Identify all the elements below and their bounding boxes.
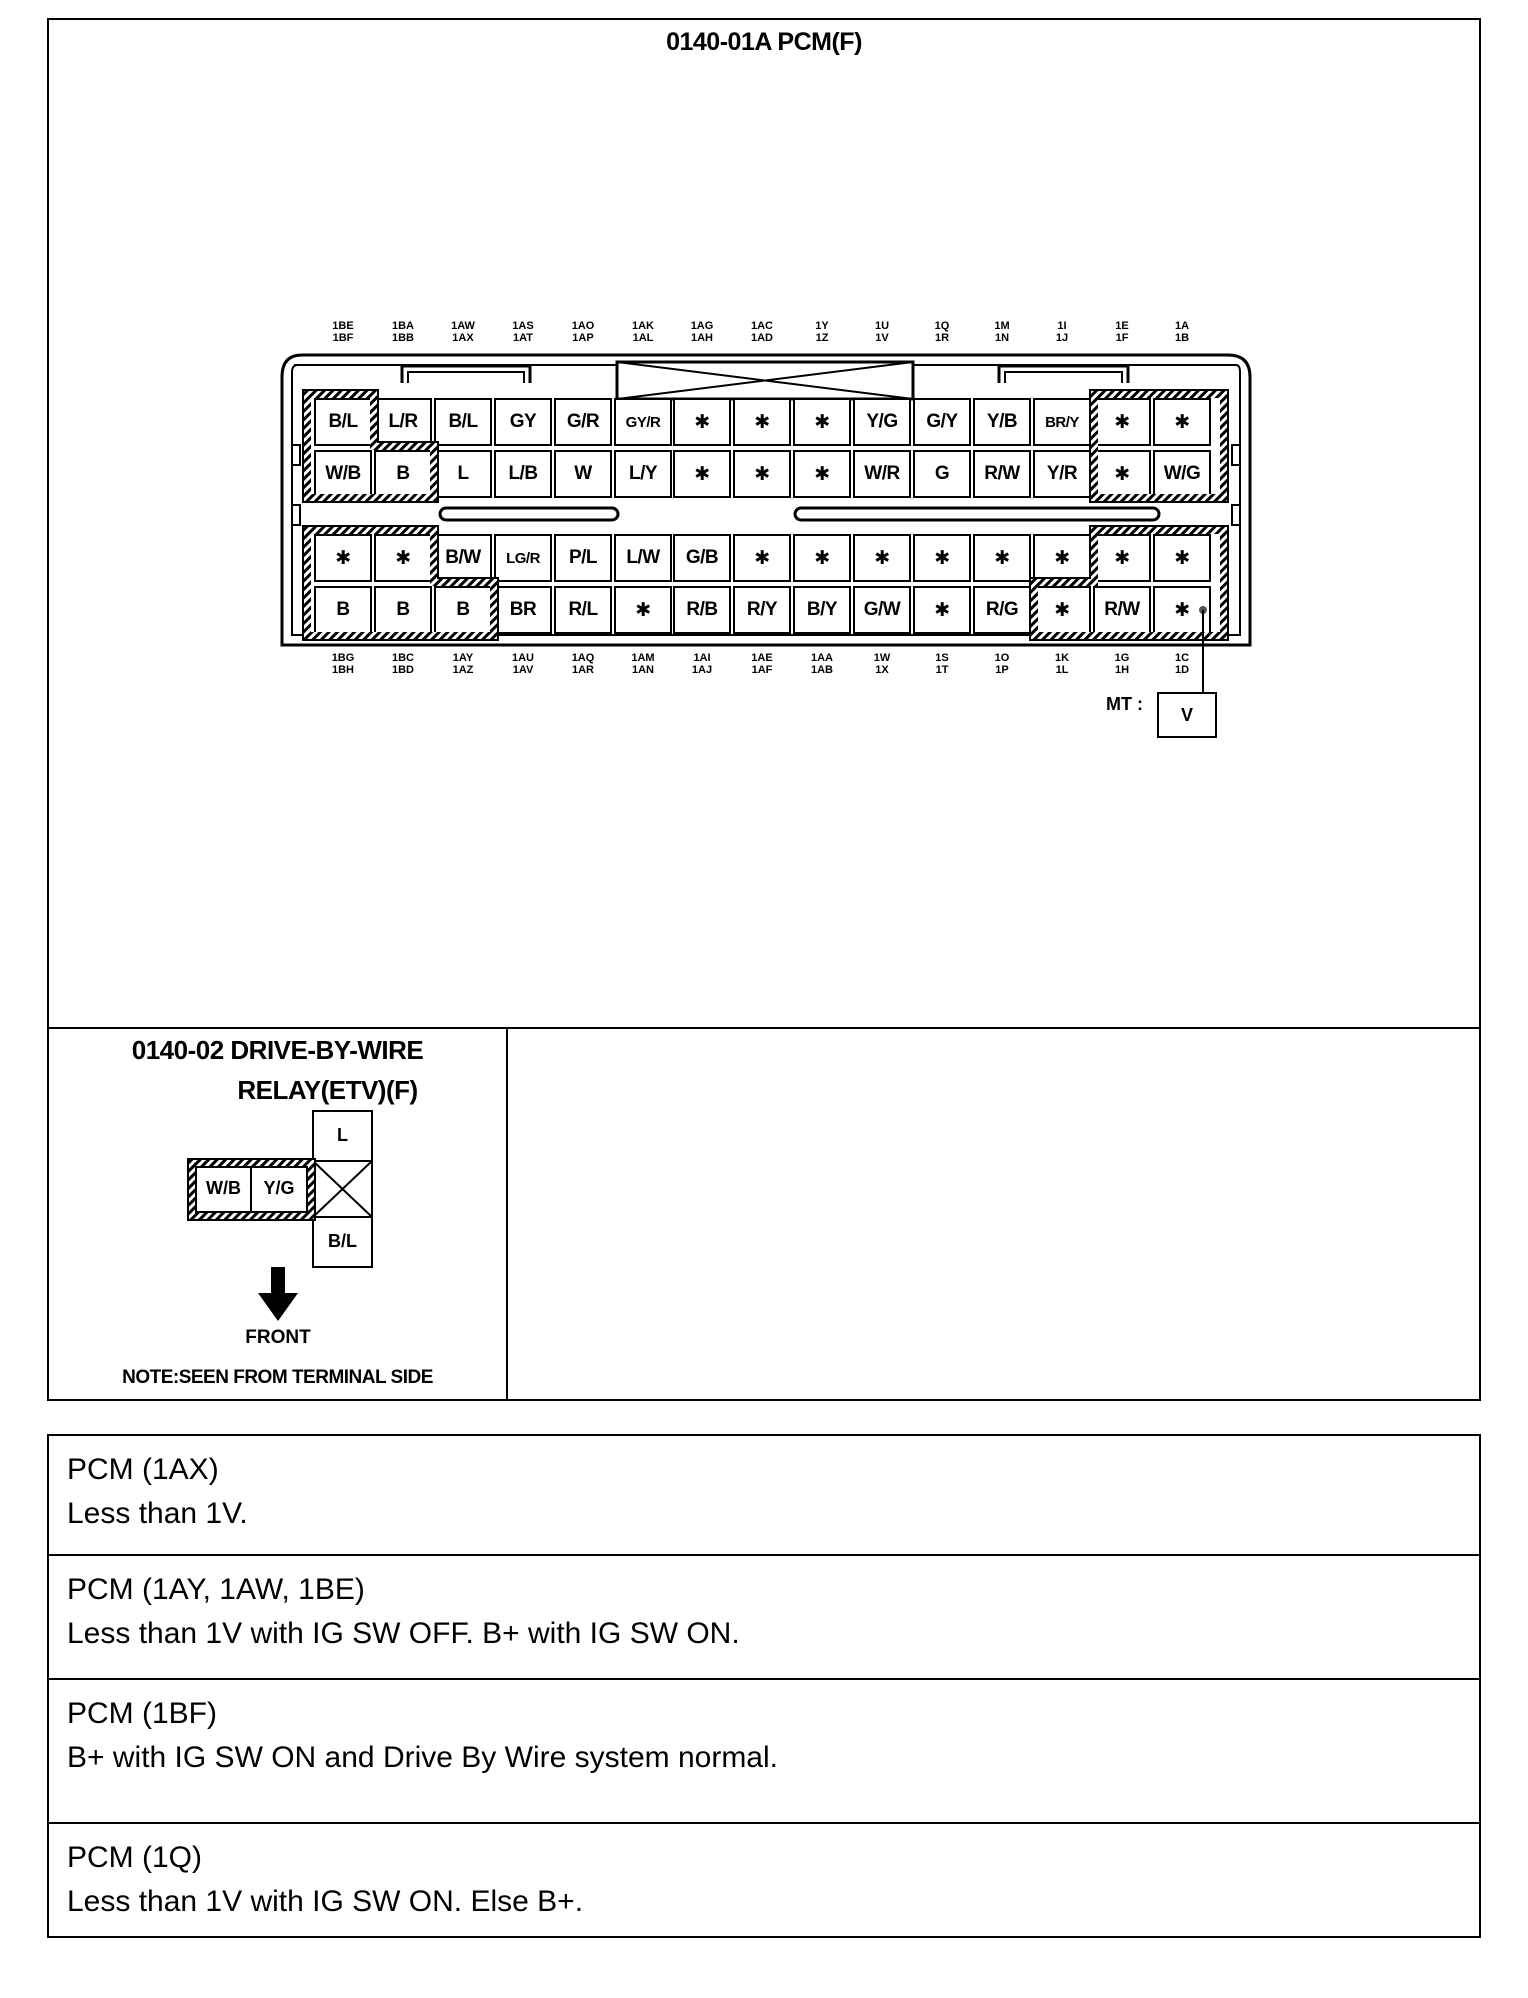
unused-pin-cell: ✱: [374, 534, 432, 582]
pin-label-line: 1AN: [631, 664, 654, 676]
pin-label-line: 1Y: [815, 320, 829, 332]
pin-label-line: 1AZ: [452, 664, 474, 676]
pin-label-line: 1N: [994, 332, 1010, 344]
unused-pin-cell: ✱: [1153, 398, 1211, 446]
unused-pin-cell: ✱: [1153, 534, 1211, 582]
pin-label-line: 1E: [1115, 320, 1129, 332]
pin-label-line: 1AE: [751, 652, 773, 664]
note-text: Less than 1V with IG SW OFF. B+ with IG SW ON.: [67, 1617, 740, 1650]
pin-label-line: 1AU: [511, 652, 534, 664]
pin-label-line: 1AV: [512, 664, 534, 676]
pin-label-line: 1AM: [631, 652, 655, 664]
pin-label-line: 1B: [1174, 332, 1190, 344]
unused-pin-cell: ✱: [1153, 586, 1211, 634]
pin-cell: L/B: [494, 450, 552, 498]
pin-label-line: 1AC: [750, 320, 773, 332]
pin-cell: B: [434, 586, 492, 634]
pin-cell: R/W: [1093, 586, 1151, 634]
pin-label-line: 1Z: [815, 332, 829, 344]
pin-cell: BR/Y: [1033, 398, 1091, 446]
pin-cell: Y/G: [853, 398, 911, 446]
note-text: Less than 1V.: [67, 1497, 248, 1530]
note-heading: PCM (1BF): [67, 1697, 217, 1730]
pin-label-line: 1V: [875, 332, 889, 344]
unused-pin-cell: ✱: [1033, 586, 1091, 634]
unused-pin-cell: ✱: [793, 534, 851, 582]
unused-pin-cell: ✱: [853, 534, 911, 582]
pin-label-line: 1BH: [331, 664, 354, 676]
unused-pin-cell: ✱: [913, 586, 971, 634]
unused-pin-cell: ✱: [733, 450, 791, 498]
unused-pin-cell: ✱: [1093, 398, 1151, 446]
relay-title-line2: RELAY(ETV)(F): [237, 1075, 418, 1105]
pin-label-line: 1AS: [512, 320, 534, 332]
pin-cell: B: [314, 586, 372, 634]
pin-label-line: 1F: [1115, 332, 1129, 344]
relay-pin-bottom: B/L: [328, 1231, 357, 1251]
pin-cell: B/Y: [793, 586, 851, 634]
note-box-4: [47, 1822, 1481, 1938]
pin-cell: W: [554, 450, 612, 498]
pin-cell: G/R: [554, 398, 612, 446]
pin-label-line: 1AX: [452, 332, 474, 344]
pin-label-line: 1AY: [452, 652, 474, 664]
unused-pin-cell: ✱: [1033, 534, 1091, 582]
note-heading: PCM (1Q): [67, 1841, 202, 1874]
pin-label-line: 1AQ: [571, 652, 595, 664]
pin-label-line: 1AP: [572, 332, 594, 344]
pin-cell: G/B: [673, 534, 731, 582]
pin-label-line: 1AA: [810, 652, 833, 664]
pin-label-line: 1P: [995, 664, 1009, 676]
pin-label-line: 1Q: [934, 320, 950, 332]
unused-pin-cell: ✱: [793, 398, 851, 446]
note-heading: PCM (1AX): [67, 1453, 219, 1486]
mt-label: MT :: [1106, 694, 1143, 714]
unused-pin-cell: ✱: [673, 398, 731, 446]
pin-label-line: 1AT: [513, 332, 533, 344]
pin-cell: W/B: [314, 450, 372, 498]
pin-label-line: 1T: [935, 664, 949, 676]
unused-pin-cell: ✱: [913, 534, 971, 582]
pin-label-line: 1BF: [332, 332, 354, 344]
pin-label-line: 1AB: [810, 664, 833, 676]
pin-cell: GY/R: [614, 398, 672, 446]
pin-cell: LG/R: [494, 534, 552, 582]
pin-label-line: 1AD: [750, 332, 773, 344]
pin-cell: L/W: [614, 534, 672, 582]
unused-pin-cell: ✱: [314, 534, 372, 582]
unused-pin-cell: ✱: [733, 398, 791, 446]
pin-cell: G/Y: [913, 398, 971, 446]
pin-label-line: 1I: [1057, 320, 1067, 332]
pin-label-line: 1H: [1114, 664, 1130, 676]
pin-label-line: 1BA: [391, 320, 414, 332]
pin-cell: R/L: [554, 586, 612, 634]
pin-label-line: 1AL: [632, 332, 654, 344]
pin-cell: B/L: [314, 398, 372, 446]
note-box-1: [47, 1434, 1481, 1556]
pin-cell: B/L: [434, 398, 492, 446]
pin-cell: L/R: [374, 398, 432, 446]
pin-label-line: 1AO: [571, 320, 595, 332]
pin-label-line: 1AR: [571, 664, 594, 676]
note-text: B+ with IG SW ON and Drive By Wire system normal.: [67, 1741, 778, 1774]
pin-label-line: 1L: [1055, 664, 1069, 676]
pin-cell: BR: [494, 586, 552, 634]
unused-pin-cell: ✱: [1093, 450, 1151, 498]
pin-label-line: 1M: [994, 320, 1010, 332]
pin-cell: G: [913, 450, 971, 498]
front-label: FRONT: [245, 1327, 311, 1348]
note-text: Less than 1V with IG SW ON. Else B+.: [67, 1885, 584, 1918]
pin-label-line: 1AJ: [691, 664, 713, 676]
pin-cell: R/B: [673, 586, 731, 634]
note-box-3: [47, 1678, 1481, 1824]
pin-label-line: 1AK: [631, 320, 654, 332]
pin-cell: Y/R: [1033, 450, 1091, 498]
pin-cell: R/G: [973, 586, 1031, 634]
pin-cell: R/Y: [733, 586, 791, 634]
pin-cell: B: [374, 586, 432, 634]
pin-cell: P/L: [554, 534, 612, 582]
unused-pin-cell: ✱: [1093, 534, 1151, 582]
unused-pin-cell: ✱: [614, 586, 672, 634]
pin-label-line: 1S: [935, 652, 949, 664]
pin-cell: G/W: [853, 586, 911, 634]
unused-pin-cell: ✱: [673, 450, 731, 498]
pin-cell: W/R: [853, 450, 911, 498]
pin-label-line: 1A: [1174, 320, 1190, 332]
pin-label-line: 1AI: [693, 652, 711, 664]
unused-pin-cell: ✱: [733, 534, 791, 582]
pin-label-line: 1U: [874, 320, 890, 332]
pin-label-line: 1R: [934, 332, 950, 344]
pin-label-line: 1G: [1114, 652, 1130, 664]
main-connector-title: 0140-01A PCM(F): [666, 28, 862, 56]
pin-label-line: 1C: [1174, 652, 1190, 664]
pin-label-line: 1X: [875, 664, 889, 676]
pin-label-line: 1BG: [331, 652, 355, 664]
pin-label-line: 1BD: [391, 664, 414, 676]
pin-label-line: 1K: [1054, 652, 1070, 664]
pin-cell: B/W: [434, 534, 492, 582]
pin-label-line: 1W: [873, 652, 891, 664]
pin-cell: R/W: [973, 450, 1031, 498]
pin-cell: W/G: [1153, 450, 1211, 498]
note-box-2: [47, 1554, 1481, 1680]
pin-label-line: 1AH: [690, 332, 713, 344]
pin-label-line: 1BC: [391, 652, 414, 664]
pin-cell: Y/B: [973, 398, 1031, 446]
unused-pin-cell: ✱: [793, 450, 851, 498]
mt-value: V: [1180, 704, 1193, 725]
relay-title-line1: 0140-02 DRIVE-BY-WIRE: [131, 1035, 424, 1065]
relay-pin-left1: W/B: [206, 1178, 241, 1198]
pin-cell: L/Y: [614, 450, 672, 498]
pin-cell: B: [374, 450, 432, 498]
relay-pin-left2: Y/G: [263, 1178, 295, 1198]
pin-label-line: 1J: [1055, 332, 1069, 344]
pin-cell: L: [434, 450, 492, 498]
pin-label-line: 1AW: [451, 320, 475, 332]
pin-label-line: 1O: [994, 652, 1010, 664]
pin-cell: GY: [494, 398, 552, 446]
relay-pin-top: L: [337, 1125, 348, 1145]
pin-label-line: 1AF: [751, 664, 773, 676]
pin-label-line: 1AG: [690, 320, 714, 332]
pin-label-line: 1BE: [332, 320, 354, 332]
relay-note: NOTE:SEEN FROM TERMINAL SIDE: [122, 1367, 433, 1388]
unused-pin-cell: ✱: [973, 534, 1031, 582]
pin-label-line: 1D: [1174, 664, 1190, 676]
note-heading: PCM (1AY, 1AW, 1BE): [67, 1573, 365, 1606]
pin-label-line: 1BB: [391, 332, 414, 344]
